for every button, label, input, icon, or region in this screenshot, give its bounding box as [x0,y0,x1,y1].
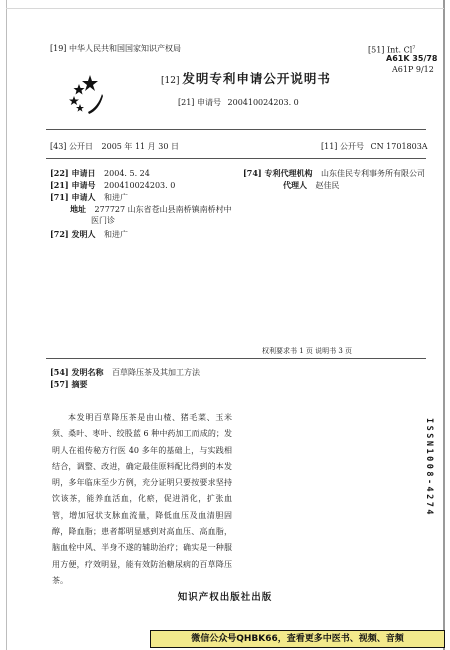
ipc-sup: 7 [412,45,416,51]
app-no-value: 200410024203. 0 [104,181,176,190]
office-name: 中华人民共和国国家知识产权局 [68,44,181,53]
issn-vertical: ISSN1008-4274 [424,418,434,518]
header-rule [46,129,426,130]
cnipa-logo-icon [68,74,104,116]
abstract-label: [57] 摘要 [50,379,88,389]
inventor-value: 和进广 [104,230,129,239]
info-rule [46,358,426,359]
wechat-banner: 微信公众号QHBK66，查看更多中医书、视频、音频 [150,630,445,648]
invention-name-label: [54] 发明名称 [50,367,104,377]
pub-rule [46,158,426,159]
publisher-footer: 知识产权出版社出版 [177,592,273,603]
pages-note: 权利要求书 1 页 说明书 3 页 [262,347,353,355]
applicant-label: [71] 申请人 [50,192,96,202]
invention-name-value: 百草降压茶及其加工方法 [112,368,201,377]
agency-row [243,168,425,179]
abstract-label-row [50,379,88,390]
pub-no-value: CN 1701803A [370,142,428,151]
pub-date-value: 2005 年 11 月 30 日 [101,142,179,151]
filing-date-value: 2004. 5. 24 [104,169,150,178]
agency-label: [74] 专利代理机构 [243,168,313,178]
inventor-row [50,229,128,240]
pub-date-label: [43] 公开日 [50,142,93,151]
pub-no-row [321,142,428,152]
abstract-text: 本发明百草降压茶是由山楂、猪毛菜、玉米须、桑叶、枣叶、绞股蓝 6 种中药加工而成的；发明人在祖传秘方行医 40 多年的基础上，与实践相结合，调整、改进，确定最佳原料配比得到的本发明，多年临床至少方例，充分证明只要按要求坚持饮该茶，能养血活血，化瘀，促进消化，扩张血管，增加冠状支脉血流量，降低血压及血清胆固醇，降血脂；患者都明显感到对高血压、高血脂，脑血栓中风、半身不遂的辅助治疗；确实是一种服用方便，疗效明显，能有效防治糖尿病的百草降压茶。 [52,413,232,585]
applicant-row [50,192,128,203]
address-label: 地址 [70,204,86,214]
ipc-label: [51] Int. Cl [368,45,413,55]
ipc-main: A61K 35/78 [386,54,438,63]
agent-row [283,180,340,191]
top-border [6,8,444,9]
pub-no-label: [11] 公开号 [321,142,364,151]
app-no-label: [21] 申请号 [50,180,96,190]
header-app-no [178,98,299,108]
office-code: [19] [50,44,67,53]
doc-title-line [161,73,331,87]
office-header [50,44,181,54]
doc-title: 发明专利申请公开说明书 [182,71,331,86]
address-line2: 医门诊 [91,216,115,225]
agent-value: 赵佳民 [315,181,340,190]
app-no-row [50,180,175,191]
agent-label: 代理人 [283,180,307,190]
header-app-no-value: 200410024203. 0 [227,98,299,107]
address-line1: 277727 山东省苍山县南桥镇南桥村中 [94,205,232,214]
address-row [70,204,232,215]
header-app-no-label: [21] 申请号 [178,98,221,107]
left-border [6,0,7,650]
filing-date-row [50,168,150,179]
pub-date-row [50,142,179,152]
applicant-value: 和进广 [104,193,129,202]
inventor-label: [72] 发明人 [50,229,96,239]
agency-value: 山东佳民专利事务所有限公司 [321,169,426,178]
doc-code: [12] [161,76,180,86]
ipc-sub: A61P 9/12 [392,65,434,74]
invention-name-row [50,367,200,378]
right-border [443,0,445,650]
filing-date-label: [22] 申请日 [50,168,96,178]
